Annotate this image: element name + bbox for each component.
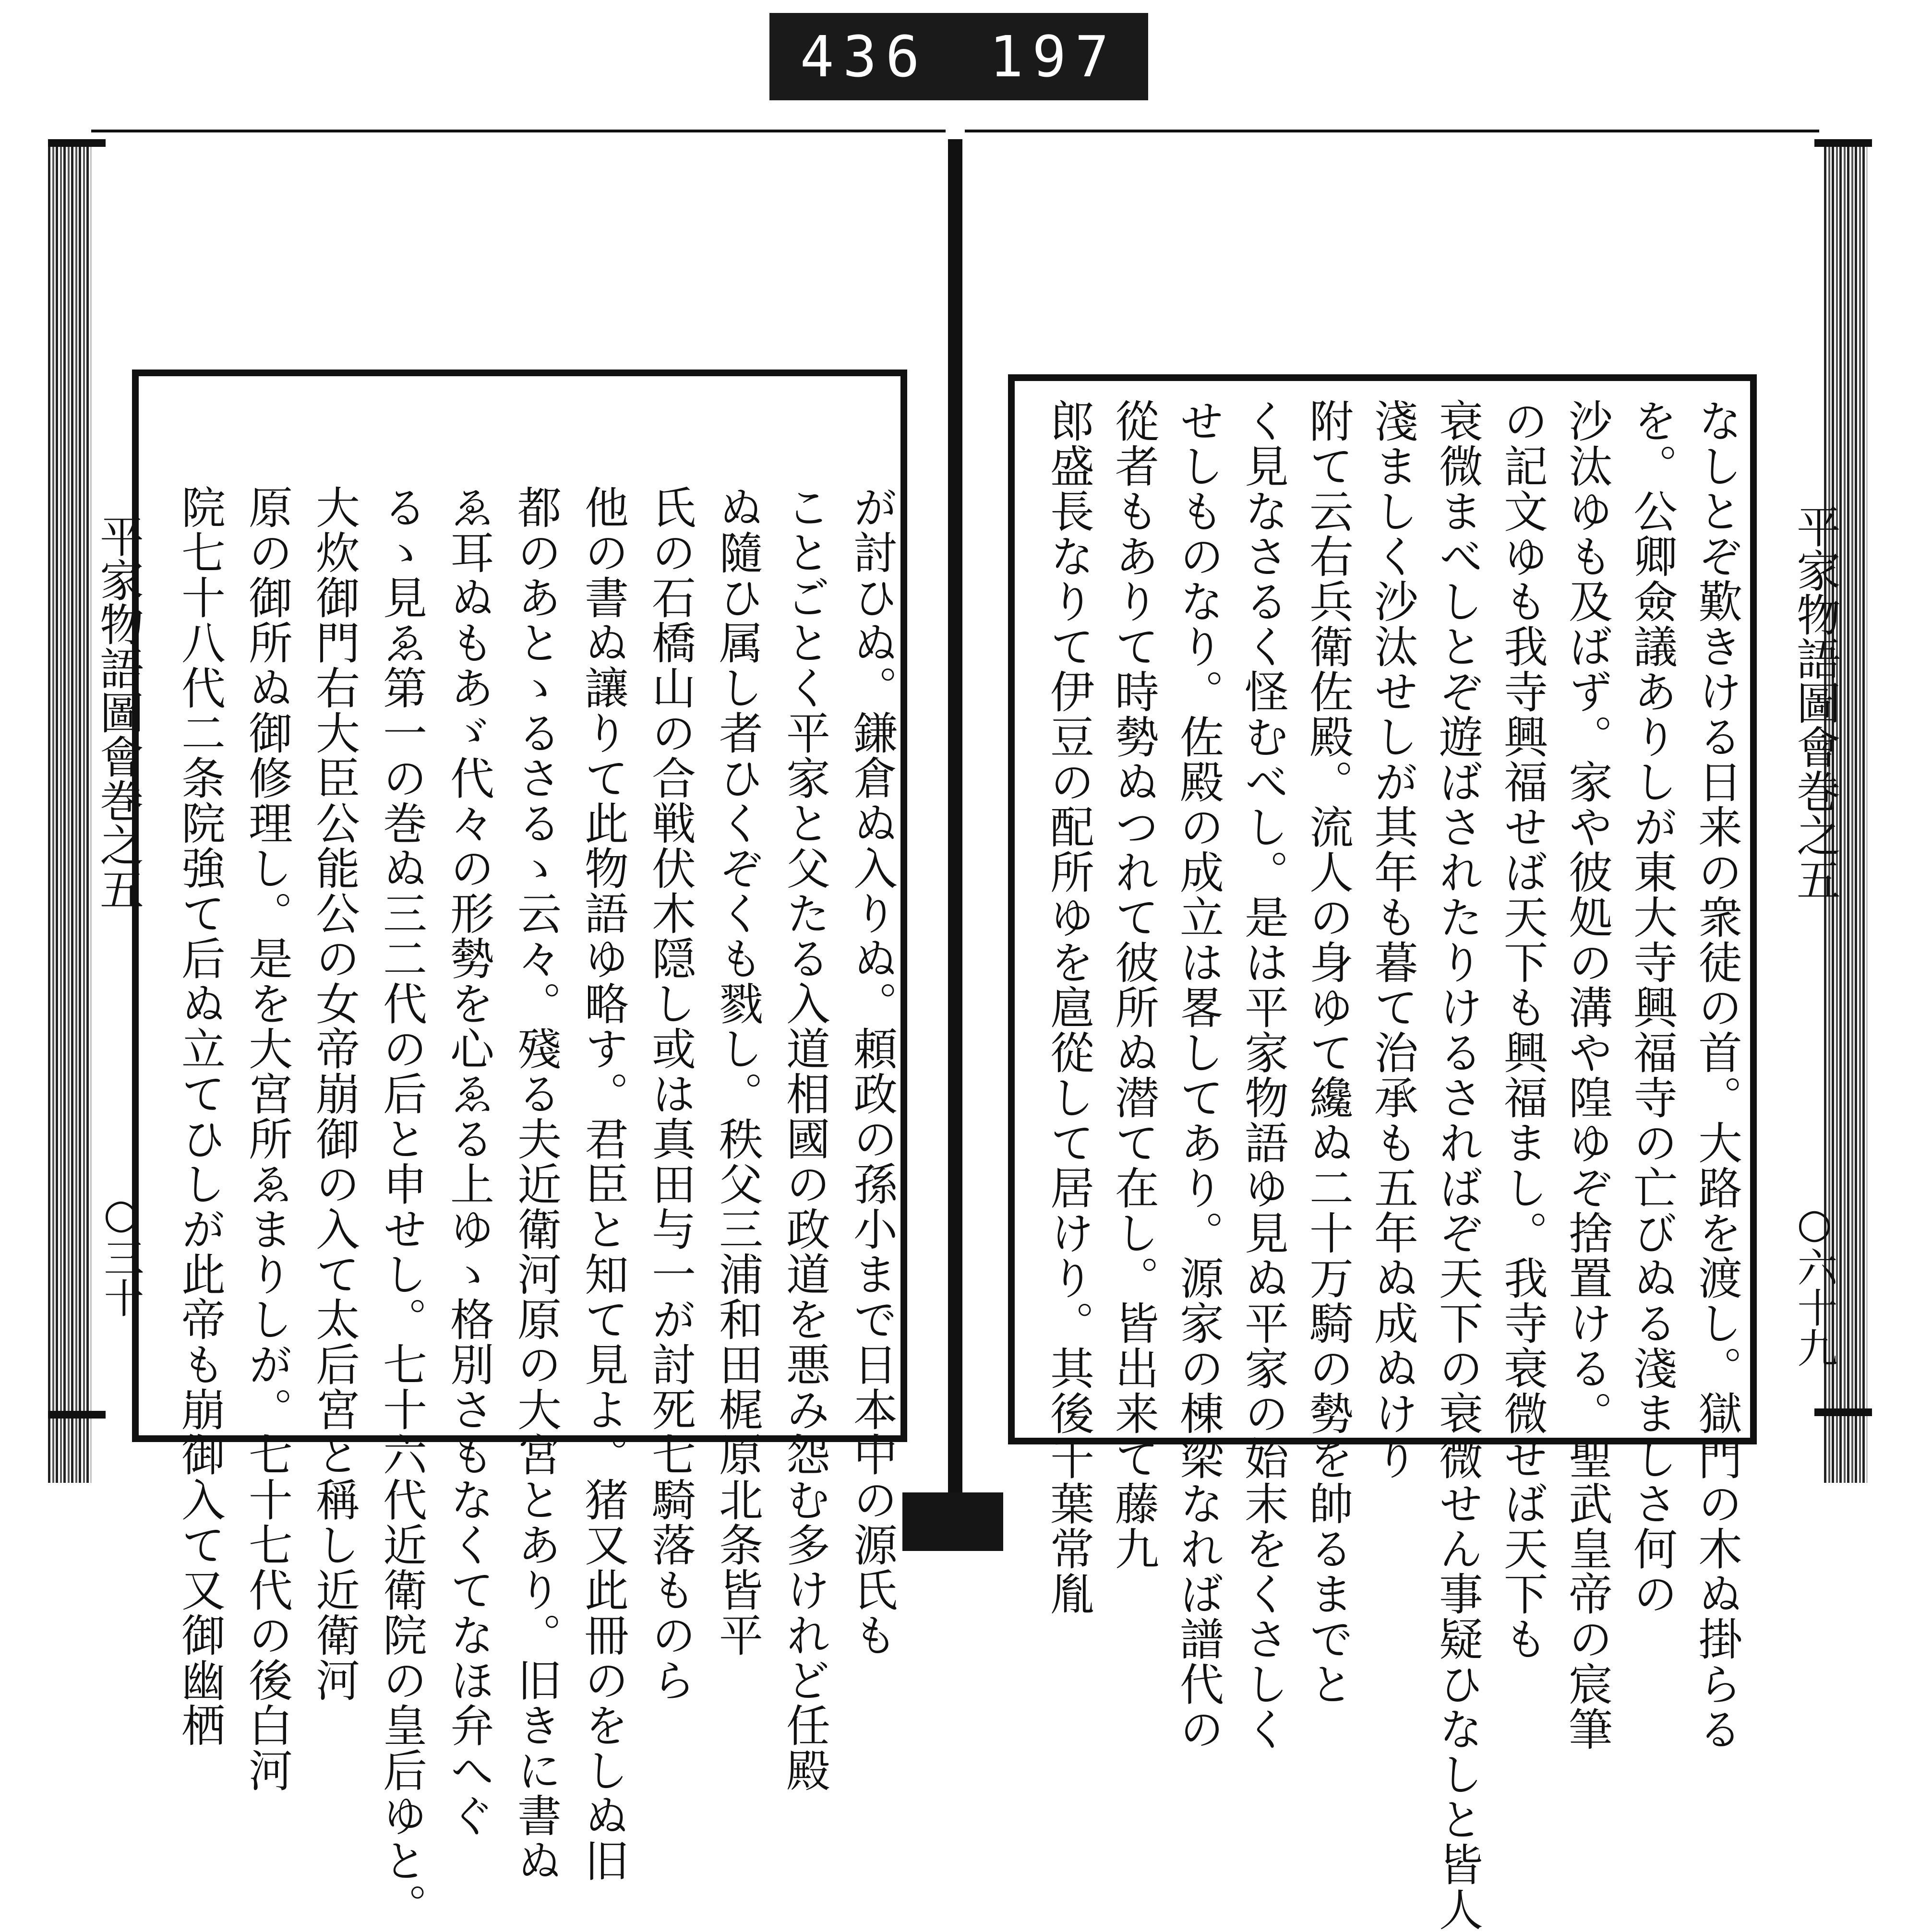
text-column: の記文ゆも我寺興福せば天下も興福まし。我寺衰微せば天下も — [1497, 398, 1548, 1661]
text-column: ゑ耳ぬもあゞ代々の形勢を心ゑる上ゆゝ格別さもなくてなほ弁へぐ — [443, 485, 494, 1838]
text-column: ことごとく平家と父たる入道相國の政道を悪み怨む多けれど任殿 — [779, 485, 830, 1793]
catalog-number-left: 436 — [800, 24, 928, 90]
text-column: ぬ隨ひ属し者ひくぞくも戮し。秩父三浦和田梶原北条皆平 — [712, 485, 763, 1658]
text-column: 氏の石橋山の合戦伏木隠し或は真田与一が討死七騎落ものら — [645, 485, 696, 1703]
text-column: 從者もありて時勢ぬつれて彼所ぬ潜て在し。皆出来て藤九 — [1108, 398, 1159, 1571]
text-column: 附て云右兵衛佐殿。流人の身ゆて纔ぬ二十万騎の勢を帥るまでと — [1302, 398, 1354, 1706]
catalog-number-right: 197 — [989, 24, 1118, 90]
catalog-number-label — [769, 13, 1148, 100]
binding-band-left-bottom — [48, 1411, 106, 1419]
left-page-edge — [48, 139, 91, 1483]
text-column: るゝ見ゑ第一の巻ぬ三二代の后と申せし。七十六代近衛院の皇后ゆと。 — [376, 485, 427, 1928]
text-column: 大炊御門右大臣公能公の女帝崩御の入て太后宮と稱し近衛河 — [309, 485, 360, 1703]
text-column: く見なさるく怪むべし。是は平家物語ゆ見ぬ平家の始末をくさしく — [1237, 398, 1289, 1752]
text-column: 原の御所ぬ御修理し。是を大宮所ゑまりしが。七十七代の後白河 — [241, 485, 293, 1793]
text-column: を。公卿僉議ありしが東大寺興福寺の亡びぬる淺ましさ何の — [1626, 398, 1678, 1616]
gutter-shadow — [902, 1492, 1003, 1551]
binding-band-left-top — [48, 139, 106, 147]
text-column: 他の書ぬ讓りて此物語ゆ略す。君臣と知て見よ。猪又此冊のをしぬ旧 — [577, 485, 629, 1883]
left-folio: ○三十 — [97, 1190, 144, 1318]
right-folio: ○六十九 — [1791, 1200, 1838, 1368]
text-column: せしものなり。佐殿の成立は畧してあり。源家の棟梁なれば譜代の — [1173, 398, 1224, 1752]
text-column: 衰微まべしとぞ遊ばされたりけるさればぞ天下の衰微せん事疑ひなしと皆人 — [1432, 398, 1483, 1932]
text-column: なしとぞ歎きける日来の衆徒の首。大路を渡し。獄門の木ぬ掛らる — [1691, 398, 1742, 1752]
text-column: 都のあとゝるさるゝ云々。殘る夫近衛河原の大宮とあり。旧きに書ぬ — [510, 485, 562, 1883]
book-gutter — [948, 139, 962, 1550]
text-column: 淺ましく沙汰せしが其年も暮て治承も五年ぬ成ぬけり — [1367, 398, 1418, 1481]
right-margin-title: 平家物語圖會巻之五 — [1789, 504, 1841, 901]
text-column: 郎盛長なりて伊豆の配所ゆを扈從して居けり。其後千葉常胤 — [1043, 398, 1094, 1616]
text-column: 沙汰ゆも及ばず。家や彼処の溝や隍ゆぞ捨置ける。聖武皇帝の宸筆 — [1561, 398, 1613, 1752]
left-margin-title: 平家物語圖會巻之五 — [93, 513, 144, 911]
text-column: 院七十八代二条院強て后ぬ立てひしが此帝も崩御入て又御幽栖 — [174, 485, 226, 1748]
text-column: が討ひぬ。鎌倉ぬ入りぬ。頼政の孫小まで日本中の源氏も — [846, 485, 898, 1658]
binding-band-right-top — [1814, 139, 1872, 147]
binding-band-right-bottom — [1814, 1408, 1872, 1416]
